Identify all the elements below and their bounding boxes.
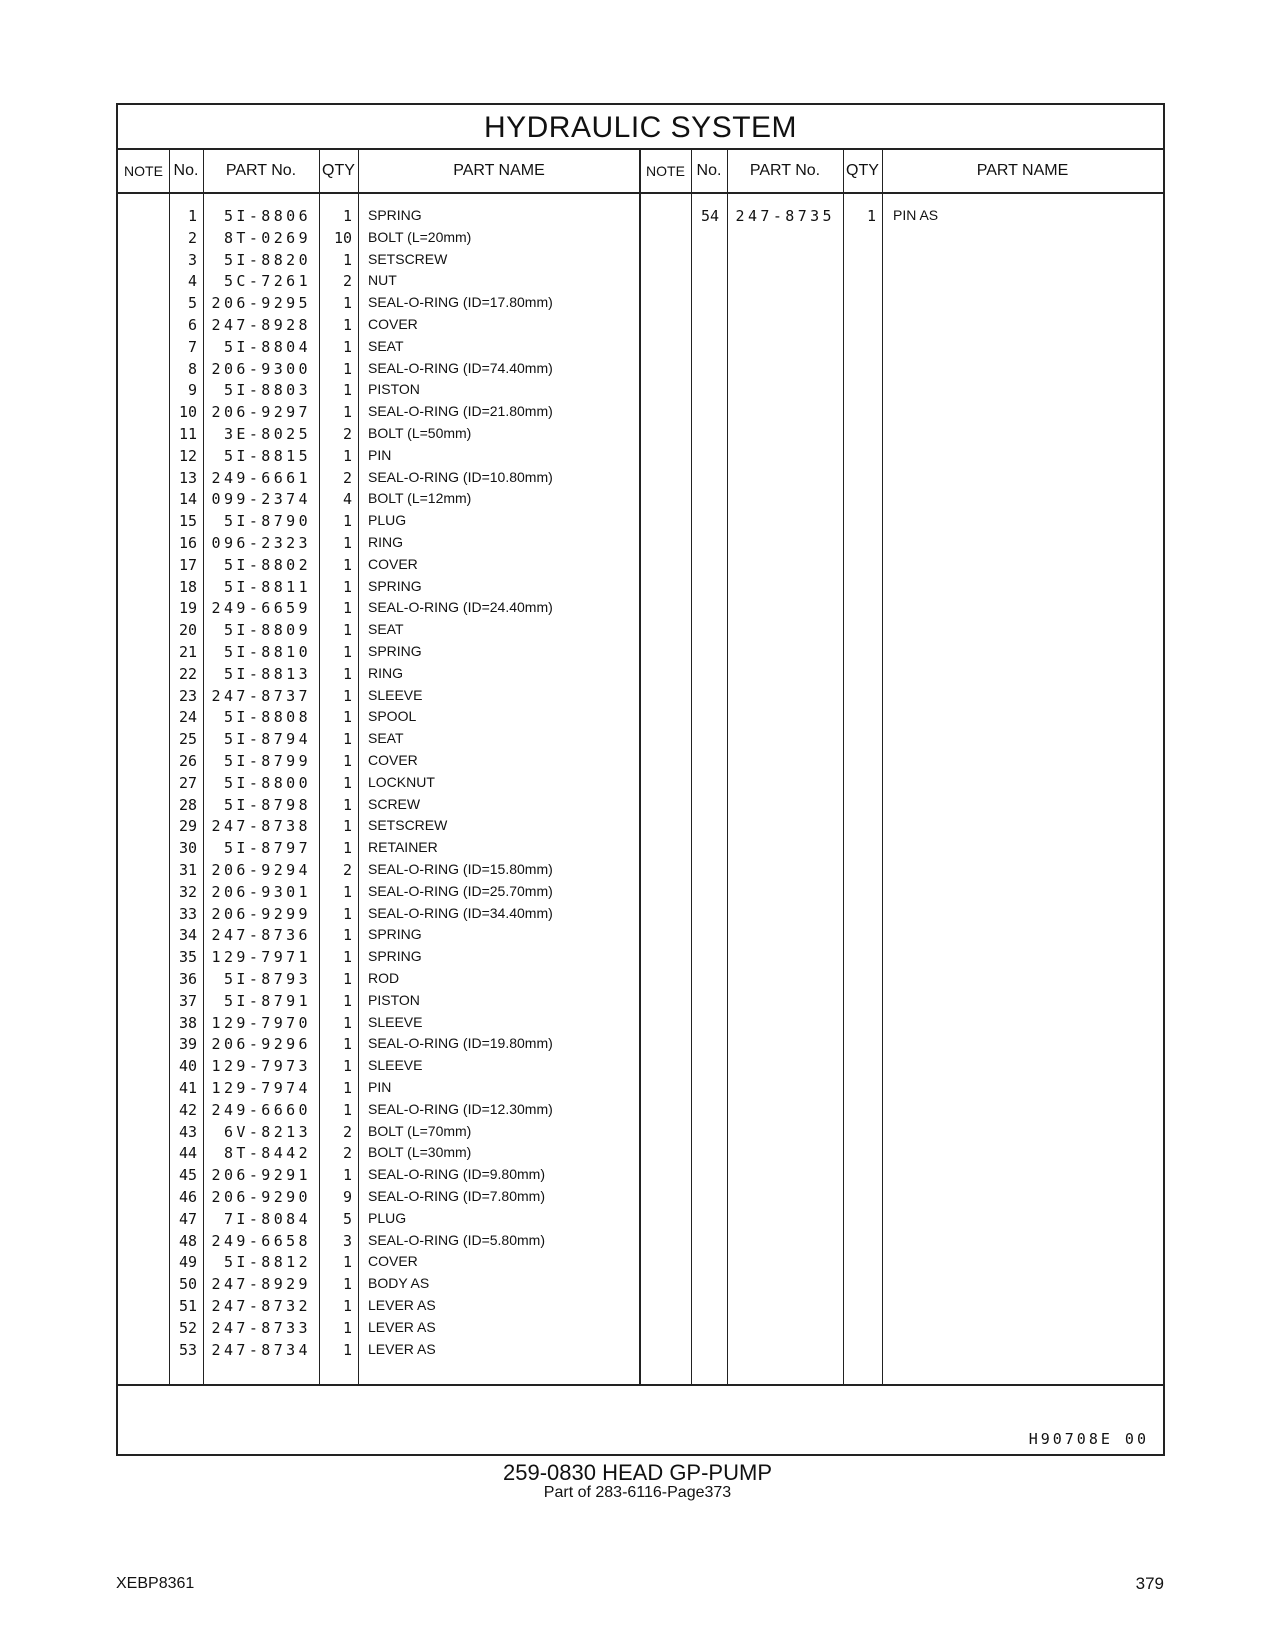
part-number: 5I-8803 <box>223 381 311 400</box>
table-row <box>118 468 1163 490</box>
quantity: 1 <box>342 512 352 531</box>
part-name: LOCKNUT <box>368 773 435 790</box>
item-number: 29 <box>178 817 197 836</box>
part-name: SEAL-O-RING (ID=74.40mm) <box>368 359 553 376</box>
quantity: 1 <box>342 1057 352 1076</box>
part-number: 247-8734 <box>211 1340 311 1359</box>
part-number: 247-8733 <box>211 1318 311 1337</box>
quantity: 9 <box>342 1188 352 1206</box>
table-row <box>118 947 1163 969</box>
table-bottom-divider <box>118 1384 1163 1386</box>
part-number: 6V-8213 <box>223 1122 311 1141</box>
quantity: 2 <box>342 861 352 879</box>
table-row <box>118 1252 1163 1274</box>
item-number: 30 <box>178 839 197 858</box>
part-name: ROD <box>368 970 400 986</box>
illustration-id: H90708E 00 <box>1028 1430 1149 1448</box>
item-number: 53 <box>178 1340 197 1359</box>
quantity: 1 <box>342 839 352 858</box>
assembly-reference: Part of 283-6116-Page373 <box>543 1484 732 1501</box>
part-name: SEAL-O-RING (ID=17.80mm) <box>368 294 553 311</box>
part-number: 099-2374 <box>211 490 311 509</box>
quantity: 1 <box>342 1340 352 1359</box>
part-number: 247-8732 <box>211 1297 311 1315</box>
item-number: 14 <box>178 490 197 509</box>
quantity: 1 <box>342 1275 352 1294</box>
table-row <box>118 773 1163 795</box>
table-row <box>118 250 1163 272</box>
item-number: 15 <box>178 512 197 531</box>
part-name: SPRING <box>368 948 422 965</box>
quantity: 10 <box>333 228 352 247</box>
table-row <box>118 315 1163 337</box>
part-name: RETAINER <box>368 839 438 856</box>
table-row <box>118 991 1163 1013</box>
table-row <box>118 686 1163 708</box>
table-row <box>118 359 1163 381</box>
part-number: 249-6658 <box>211 1231 311 1250</box>
quantity: 2 <box>342 425 352 443</box>
quantity: 1 <box>342 446 352 465</box>
part-number: 249-6660 <box>211 1100 311 1119</box>
item-number: 51 <box>178 1297 197 1315</box>
part-number: 3E-8025 <box>223 425 311 443</box>
quantity: 1 <box>342 1035 352 1054</box>
part-name: SEAL-O-RING (ID=15.80mm) <box>368 861 553 877</box>
table-row <box>118 577 1163 599</box>
part-number: 8T-0269 <box>223 228 311 247</box>
table-row <box>118 642 1163 664</box>
part-number: 247-8928 <box>211 316 311 334</box>
part-number: 5I-8808 <box>223 708 311 727</box>
quantity: 1 <box>342 1166 352 1185</box>
table-row <box>118 620 1163 642</box>
part-number: 5I-8804 <box>223 337 311 356</box>
part-name: SPRING <box>368 577 422 594</box>
part-name: PIN AS <box>893 207 939 223</box>
quantity: 1 <box>342 1253 352 1272</box>
quantity: 1 <box>342 403 352 422</box>
table-row <box>118 816 1163 838</box>
quantity: 2 <box>342 468 352 487</box>
item-number: 42 <box>178 1100 197 1119</box>
table-row <box>118 1318 1163 1340</box>
item-number: 11 <box>178 425 197 443</box>
table-row <box>118 228 1163 250</box>
table-row <box>118 206 1163 228</box>
part-number: 249-6659 <box>211 599 311 618</box>
part-number: 5I-8794 <box>223 730 311 749</box>
part-number: 5I-8790 <box>223 512 311 531</box>
part-name: SEAL-O-RING (ID=7.80mm) <box>368 1188 545 1204</box>
header-no-left: No. <box>173 162 199 179</box>
part-name: SEAL-O-RING (ID=12.30mm) <box>368 1100 553 1117</box>
item-number: 52 <box>178 1318 197 1337</box>
item-number: 7 <box>187 337 197 356</box>
item-number: 49 <box>178 1253 197 1272</box>
quantity: 1 <box>342 991 352 1010</box>
item-number: 54 <box>700 207 719 225</box>
quantity: 1 <box>342 948 352 967</box>
table-row <box>118 904 1163 926</box>
part-number: 5I-8791 <box>223 991 311 1010</box>
table-row <box>118 925 1163 947</box>
table-row <box>118 380 1163 402</box>
header-part-no-right: PART No. <box>749 162 821 179</box>
part-name: BOLT (L=30mm) <box>368 1144 472 1161</box>
table-row <box>118 271 1163 293</box>
table-row <box>118 1209 1163 1231</box>
quantity: 1 <box>866 207 876 225</box>
quantity: 1 <box>342 643 352 661</box>
assembly-title: 259-0830 HEAD GP-PUMP <box>503 1460 772 1485</box>
part-number: 5I-8811 <box>223 577 311 596</box>
quantity: 1 <box>342 1013 352 1032</box>
quantity: 1 <box>342 381 352 400</box>
part-number: 5I-8793 <box>223 970 311 988</box>
quantity: 1 <box>342 621 352 640</box>
table-row <box>118 1231 1163 1253</box>
document-code: XEBP8361 <box>116 1575 195 1592</box>
item-number: 37 <box>178 991 197 1010</box>
part-name: BOLT (L=12mm) <box>368 490 472 507</box>
item-number: 18 <box>178 577 197 596</box>
table-row <box>118 533 1163 555</box>
part-number: 5I-8799 <box>223 752 311 770</box>
quantity: 1 <box>342 773 352 792</box>
item-number: 39 <box>178 1035 197 1054</box>
quantity: 1 <box>342 817 352 836</box>
part-name: SEAT <box>368 621 404 638</box>
part-number: 129-7971 <box>211 948 311 967</box>
parts-table-frame <box>116 103 1165 1456</box>
part-name: COVER <box>368 752 418 768</box>
part-number: 247-8737 <box>211 686 311 705</box>
item-number: 21 <box>178 643 197 661</box>
part-name: SLEEVE <box>368 686 423 703</box>
part-name: PISTON <box>368 991 420 1008</box>
header-part-name-right: PART NAME <box>976 162 1069 179</box>
table-row <box>118 664 1163 686</box>
part-name: SEAL-O-RING (ID=5.80mm) <box>368 1231 545 1248</box>
part-name: PLUG <box>368 1209 407 1226</box>
item-number: 19 <box>178 599 197 618</box>
item-number: 4 <box>187 272 197 291</box>
quantity: 1 <box>342 926 352 945</box>
item-number: 5 <box>187 294 197 313</box>
table-row <box>118 402 1163 424</box>
item-number: 45 <box>178 1166 197 1185</box>
table-row <box>118 707 1163 729</box>
table-row <box>118 1165 1163 1187</box>
part-number: 129-7970 <box>211 1013 311 1032</box>
quantity: 1 <box>342 795 352 814</box>
part-number: 206-9294 <box>211 861 311 879</box>
table-row <box>118 293 1163 315</box>
part-name: SEAL-O-RING (ID=21.80mm) <box>368 403 553 420</box>
item-number: 6 <box>187 316 197 334</box>
part-name: BOLT (L=70mm) <box>368 1122 472 1139</box>
table-row <box>118 838 1163 860</box>
table-row <box>118 1013 1163 1035</box>
quantity: 1 <box>342 1079 352 1097</box>
header-qty-left: QTY <box>322 162 355 179</box>
item-number: 46 <box>178 1188 197 1206</box>
item-number: 3 <box>187 250 197 269</box>
table-row <box>118 446 1163 468</box>
item-number: 20 <box>178 621 197 640</box>
part-number: 5I-8806 <box>223 207 311 225</box>
header-part-name-left: PART NAME <box>453 162 545 179</box>
part-name: BOLT (L=50mm) <box>368 425 472 441</box>
part-name: SEAT <box>368 730 404 747</box>
part-number: 096-2323 <box>211 534 311 552</box>
quantity: 1 <box>342 970 352 988</box>
part-number: 206-9300 <box>211 359 311 378</box>
item-number: 50 <box>178 1275 197 1294</box>
table-row <box>118 424 1163 446</box>
part-name: SEAL-O-RING (ID=19.80mm) <box>368 1035 553 1052</box>
item-number: 40 <box>178 1057 197 1076</box>
item-number: 31 <box>178 861 197 879</box>
part-number: 206-9301 <box>211 882 311 901</box>
item-number: 22 <box>178 664 197 683</box>
quantity: 1 <box>342 599 352 618</box>
part-number: 5I-8810 <box>223 643 311 661</box>
table-row <box>118 1034 1163 1056</box>
table-row <box>118 1100 1163 1122</box>
table-row <box>118 489 1163 511</box>
item-number: 17 <box>178 555 197 574</box>
header-part-no-left: PART No. <box>225 162 297 179</box>
part-name: SETSCREW <box>368 250 448 267</box>
part-name: BODY AS <box>368 1275 430 1292</box>
quantity: 3 <box>342 1231 352 1250</box>
quantity: 1 <box>342 904 352 923</box>
part-name: SEAL-O-RING (ID=34.40mm) <box>368 904 553 921</box>
part-number: 129-7973 <box>211 1057 311 1076</box>
item-number: 27 <box>178 773 197 792</box>
page-number: 379 <box>1135 1574 1164 1593</box>
table-row <box>118 751 1163 773</box>
item-number: 1 <box>187 207 197 225</box>
part-number: 247-8738 <box>211 817 311 836</box>
quantity: 1 <box>342 664 352 683</box>
item-number: 41 <box>178 1079 197 1097</box>
part-number: 129-7974 <box>211 1079 311 1097</box>
table-row <box>118 969 1163 991</box>
header-note-left: NOTE <box>124 163 163 179</box>
section-title: HYDRAULIC SYSTEM <box>118 105 1163 150</box>
table-row <box>118 1122 1163 1144</box>
table-row <box>118 882 1163 904</box>
item-number: 16 <box>178 534 197 552</box>
quantity: 2 <box>342 1144 352 1163</box>
table-row <box>118 1143 1163 1165</box>
part-number: 206-9290 <box>211 1188 311 1206</box>
part-name: LEVER AS <box>368 1318 436 1335</box>
table-row <box>118 1274 1163 1296</box>
quantity: 1 <box>342 577 352 596</box>
part-name: SEAT <box>368 337 404 354</box>
part-name: BOLT (L=20mm) <box>368 228 472 245</box>
item-number: 33 <box>178 904 197 923</box>
item-number: 44 <box>178 1144 197 1163</box>
table-row <box>118 1340 1163 1362</box>
part-name: LEVER AS <box>368 1297 436 1313</box>
item-number: 32 <box>178 882 197 901</box>
part-name: SEAL-O-RING (ID=9.80mm) <box>368 1166 545 1183</box>
part-number: 8T-8442 <box>223 1144 311 1163</box>
table-row <box>118 337 1163 359</box>
part-name: COVER <box>368 555 418 572</box>
header-no-right: No. <box>696 162 722 179</box>
item-number: 24 <box>178 708 197 727</box>
part-name: SPRING <box>368 926 422 943</box>
part-number: 5I-8815 <box>223 446 311 465</box>
part-number: 249-6661 <box>211 468 311 487</box>
part-name: SPRING <box>368 207 422 223</box>
part-number: 206-9291 <box>211 1166 311 1185</box>
table-row <box>118 1056 1163 1078</box>
table-row <box>118 1078 1163 1100</box>
item-number: 13 <box>178 468 197 487</box>
part-name: PIN <box>368 1079 392 1095</box>
part-number: 247-8736 <box>211 926 311 945</box>
table-row <box>118 1296 1163 1318</box>
part-name: SLEEVE <box>368 1057 423 1074</box>
quantity: 1 <box>342 752 352 770</box>
part-number: 5I-8800 <box>223 773 311 792</box>
part-name: SPRING <box>368 643 422 659</box>
quantity: 2 <box>342 1122 352 1141</box>
quantity: 1 <box>342 1100 352 1119</box>
part-number: 5I-8820 <box>223 250 311 269</box>
quantity: 1 <box>342 686 352 705</box>
item-number: 26 <box>178 752 197 770</box>
part-name: PIN <box>368 446 392 463</box>
quantity: 1 <box>342 882 352 901</box>
quantity: 4 <box>342 490 352 509</box>
part-number: 5I-8809 <box>223 621 311 640</box>
part-name: SEAL-O-RING (ID=24.40mm) <box>368 599 553 616</box>
quantity: 1 <box>342 316 352 334</box>
item-number: 12 <box>178 446 197 465</box>
item-number: 35 <box>178 948 197 967</box>
item-number: 38 <box>178 1013 197 1032</box>
quantity: 1 <box>342 708 352 727</box>
part-number: 206-9296 <box>211 1035 311 1054</box>
part-name: SEAL-O-RING (ID=25.70mm) <box>368 882 553 899</box>
part-number: 247-8929 <box>211 1275 311 1294</box>
part-name: SETSCREW <box>368 817 448 834</box>
part-number: 5C-7261 <box>223 272 311 291</box>
part-number: 206-9295 <box>211 294 311 313</box>
quantity: 1 <box>342 534 352 552</box>
table-row <box>118 1187 1163 1209</box>
table-row <box>118 795 1163 817</box>
item-number: 8 <box>187 359 197 378</box>
item-number: 47 <box>178 1209 197 1228</box>
quantity: 1 <box>342 337 352 356</box>
part-name: RING <box>368 664 403 681</box>
table-row <box>118 860 1163 882</box>
item-number: 34 <box>178 926 197 945</box>
quantity: 1 <box>342 1297 352 1315</box>
item-number: 23 <box>178 686 197 705</box>
quantity: 2 <box>342 272 352 291</box>
item-number: 25 <box>178 730 197 749</box>
table-row <box>118 598 1163 620</box>
quantity: 1 <box>342 555 352 574</box>
item-number: 9 <box>187 381 197 400</box>
part-number: 206-9299 <box>211 904 311 923</box>
part-number: 7I-8084 <box>223 1209 311 1228</box>
part-name: PISTON <box>368 381 420 398</box>
part-number: 5I-8813 <box>223 664 311 683</box>
part-name: PLUG <box>368 512 407 529</box>
item-number: 48 <box>178 1231 197 1250</box>
quantity: 5 <box>342 1209 352 1228</box>
part-number: 206-9297 <box>211 403 311 422</box>
part-name: SLEEVE <box>368 1013 423 1030</box>
part-name: SPOOL <box>368 708 417 725</box>
table-row <box>118 555 1163 577</box>
item-number: 10 <box>178 403 197 422</box>
quantity: 1 <box>342 359 352 378</box>
quantity: 1 <box>342 730 352 749</box>
part-number: 5I-8802 <box>223 555 311 574</box>
part-name: NUT <box>368 272 397 289</box>
quantity: 1 <box>342 294 352 313</box>
table-row <box>118 729 1163 751</box>
quantity: 1 <box>342 1318 352 1337</box>
header-note-right: NOTE <box>646 163 685 179</box>
header-qty-right: QTY <box>846 162 879 179</box>
quantity: 1 <box>342 207 352 225</box>
part-name: SEAL-O-RING (ID=10.80mm) <box>368 468 553 485</box>
part-number: 5I-8812 <box>223 1253 311 1272</box>
item-number: 28 <box>178 795 197 814</box>
part-number: 5I-8797 <box>223 839 311 858</box>
part-name: COVER <box>368 1253 418 1270</box>
item-number: 2 <box>187 228 197 247</box>
item-number: 43 <box>178 1122 197 1141</box>
part-name: COVER <box>368 316 418 332</box>
part-name: LEVER AS <box>368 1340 436 1357</box>
part-name: RING <box>368 534 403 550</box>
item-number: 36 <box>178 970 197 988</box>
table-row <box>118 511 1163 533</box>
part-name: SCREW <box>368 795 421 812</box>
quantity: 1 <box>342 250 352 269</box>
part-number: 5I-8798 <box>223 795 311 814</box>
part-number: 247-8735 <box>735 207 835 225</box>
